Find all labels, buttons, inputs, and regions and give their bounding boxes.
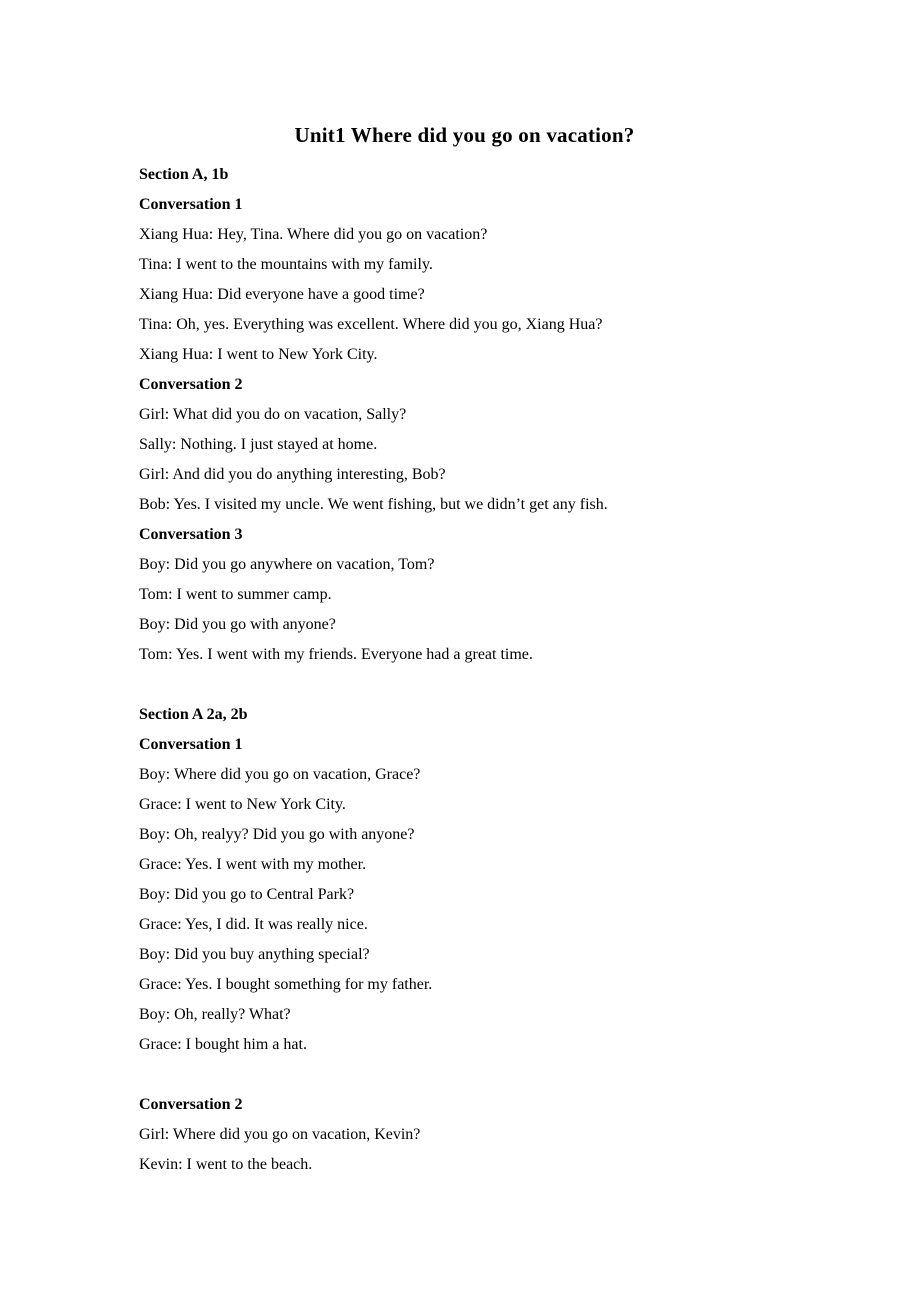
dialogue-line: Tina: Oh, yes. Everything was excellent. Where did you go, Xiang Hua? [139,316,603,333]
dialogue-line: Girl: And did you do anything interesting, Bob? [139,466,446,483]
dialogue-line: Xiang Hua: I went to New York City. [139,346,378,363]
dialogue-line: Boy: Oh, realyy? Did you go with anyone? [139,826,415,843]
section-heading: Section A 2a, 2b [139,706,248,723]
blank-line [139,1060,790,1090]
dialogue-line: Boy: Where did you go on vacation, Grace? [139,766,421,783]
conversation-heading: Conversation 2 [139,1096,243,1113]
dialogue-line: Kevin: I went to the beach. [139,1156,313,1173]
document-body [139,160,790,1180]
conversation-heading: Conversation 3 [139,526,243,543]
conversation-heading: Conversation 1 [139,736,243,753]
dialogue-line: Xiang Hua: Did everyone have a good time? [139,286,425,303]
dialogue-line: Sally: Nothing. I just stayed at home. [139,436,378,453]
conversation-heading: Conversation 1 [139,196,243,213]
dialogue-line: Tina: I went to the mountains with my family. [139,256,433,273]
section-heading: Section A, 1b [139,166,229,183]
dialogue-line: Girl: Where did you go on vacation, Kevin? [139,1126,421,1143]
dialogue-line: Boy: Did you go to Central Park? [139,886,355,903]
dialogue-line: Bob: Yes. I visited my uncle. We went fishing, but we didn’t get any fish. [139,496,608,513]
dialogue-line: Grace: Yes. I bought something for my father. [139,976,433,993]
dialogue-line: Tom: I went to summer camp. [139,586,332,603]
dialogue-line: Grace: I went to New York City. [139,796,346,813]
dialogue-line: Boy: Did you buy anything special? [139,946,370,963]
dialogue-line: Xiang Hua: Hey, Tina. Where did you go on vacation? [139,226,488,243]
dialogue-line: Boy: Did you go anywhere on vacation, Tom? [139,556,435,573]
dialogue-line: Boy: Oh, really? What? [139,1006,291,1023]
blank-line [139,670,790,700]
page-title: Unit1 Where did you go on vacation? [294,123,635,147]
dialogue-line: Grace: Yes, I did. It was really nice. [139,916,368,933]
conversation-heading: Conversation 2 [139,376,243,393]
dialogue-line: Grace: Yes. I went with my mother. [139,856,367,873]
dialogue-line: Boy: Did you go with anyone? [139,616,336,633]
dialogue-line: Girl: What did you do on vacation, Sally? [139,406,407,423]
dialogue-line: Grace: I bought him a hat. [139,1036,307,1053]
dialogue-line: Tom: Yes. I went with my friends. Everyone had a great time. [139,646,533,663]
